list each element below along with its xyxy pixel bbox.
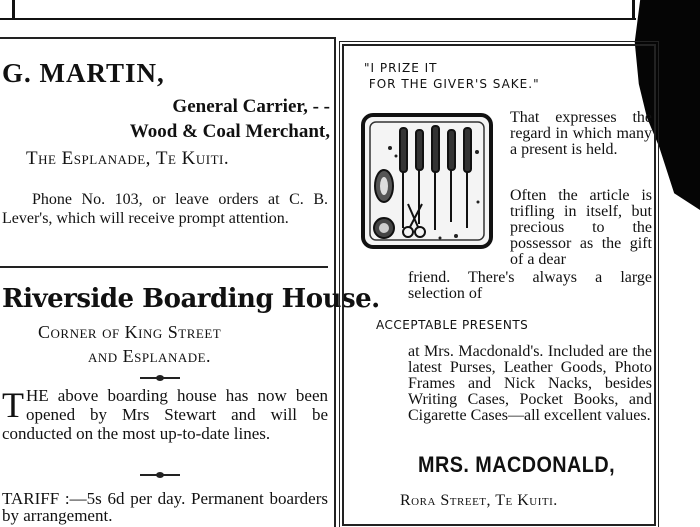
martin-address: The Esplanade, Te Kuiti. [26, 148, 230, 169]
macdonald-quote: "I PRIZE IT FOR THE GIVER'S SAKE." [364, 61, 540, 91]
macdonald-name: MRS. MACDONALD, [418, 452, 616, 477]
manicure-set-illustration-icon [360, 112, 494, 250]
martin-line-carrier: General Carrier, - - [172, 96, 330, 117]
boarding-house-title: Riverside Boarding House. [2, 284, 380, 314]
macdonald-para2-continued: friend. There's always a large selection of [408, 269, 652, 302]
top-border-rule [0, 18, 636, 20]
boarding-corner-line1: Corner of King Street [38, 322, 222, 342]
martin-line-merchant: Wood & Coal Merchant, [129, 121, 330, 142]
rule-ornament-icon [140, 474, 180, 476]
macdonald-para3: at Mrs. Macdonald's. Included are the latest Purses, Leather Goods, Photo Frames and Nick Nacks, besides Writing Cases, Pocket Books, and Cigarette Cases—all excellent values. [408, 343, 652, 424]
column-divider [334, 37, 336, 527]
section-divider-rule [0, 266, 328, 268]
boarding-dropcap: T [2, 385, 24, 425]
boarding-tariff: TARIFF :—5s 6d per day. Permanent boarders by arrangement. [2, 489, 328, 525]
boarding-corner-line2: and Esplanade. [88, 346, 212, 366]
top-right-border-tick [632, 0, 635, 20]
column-top-rule [0, 37, 334, 39]
martin-phone-text: Phone No. 103, or leave orders at C. B. Lever's, which will receive prompt attention. [2, 191, 328, 227]
macdonald-para2: Often the article is trifling in itself, but precious to the possessor as the gift of a dear [510, 187, 652, 268]
boarding-body-copy: HE above boarding house has now been opened by Mrs Stewart and will be conducted on the most up-to-date lines. [2, 386, 328, 443]
martin-name: G. MARTIN, [2, 58, 165, 88]
rule-ornament-icon [140, 377, 180, 379]
macdonald-address: Rora Street, Te Kuiti. [400, 492, 558, 509]
top-left-border-tick [12, 0, 15, 20]
macdonald-para1: That expresses the regard in which many a present is held. [510, 109, 652, 158]
acceptable-presents-heading: ACCEPTABLE PRESENTS [376, 318, 529, 332]
boarding-body-text [2, 386, 328, 443]
